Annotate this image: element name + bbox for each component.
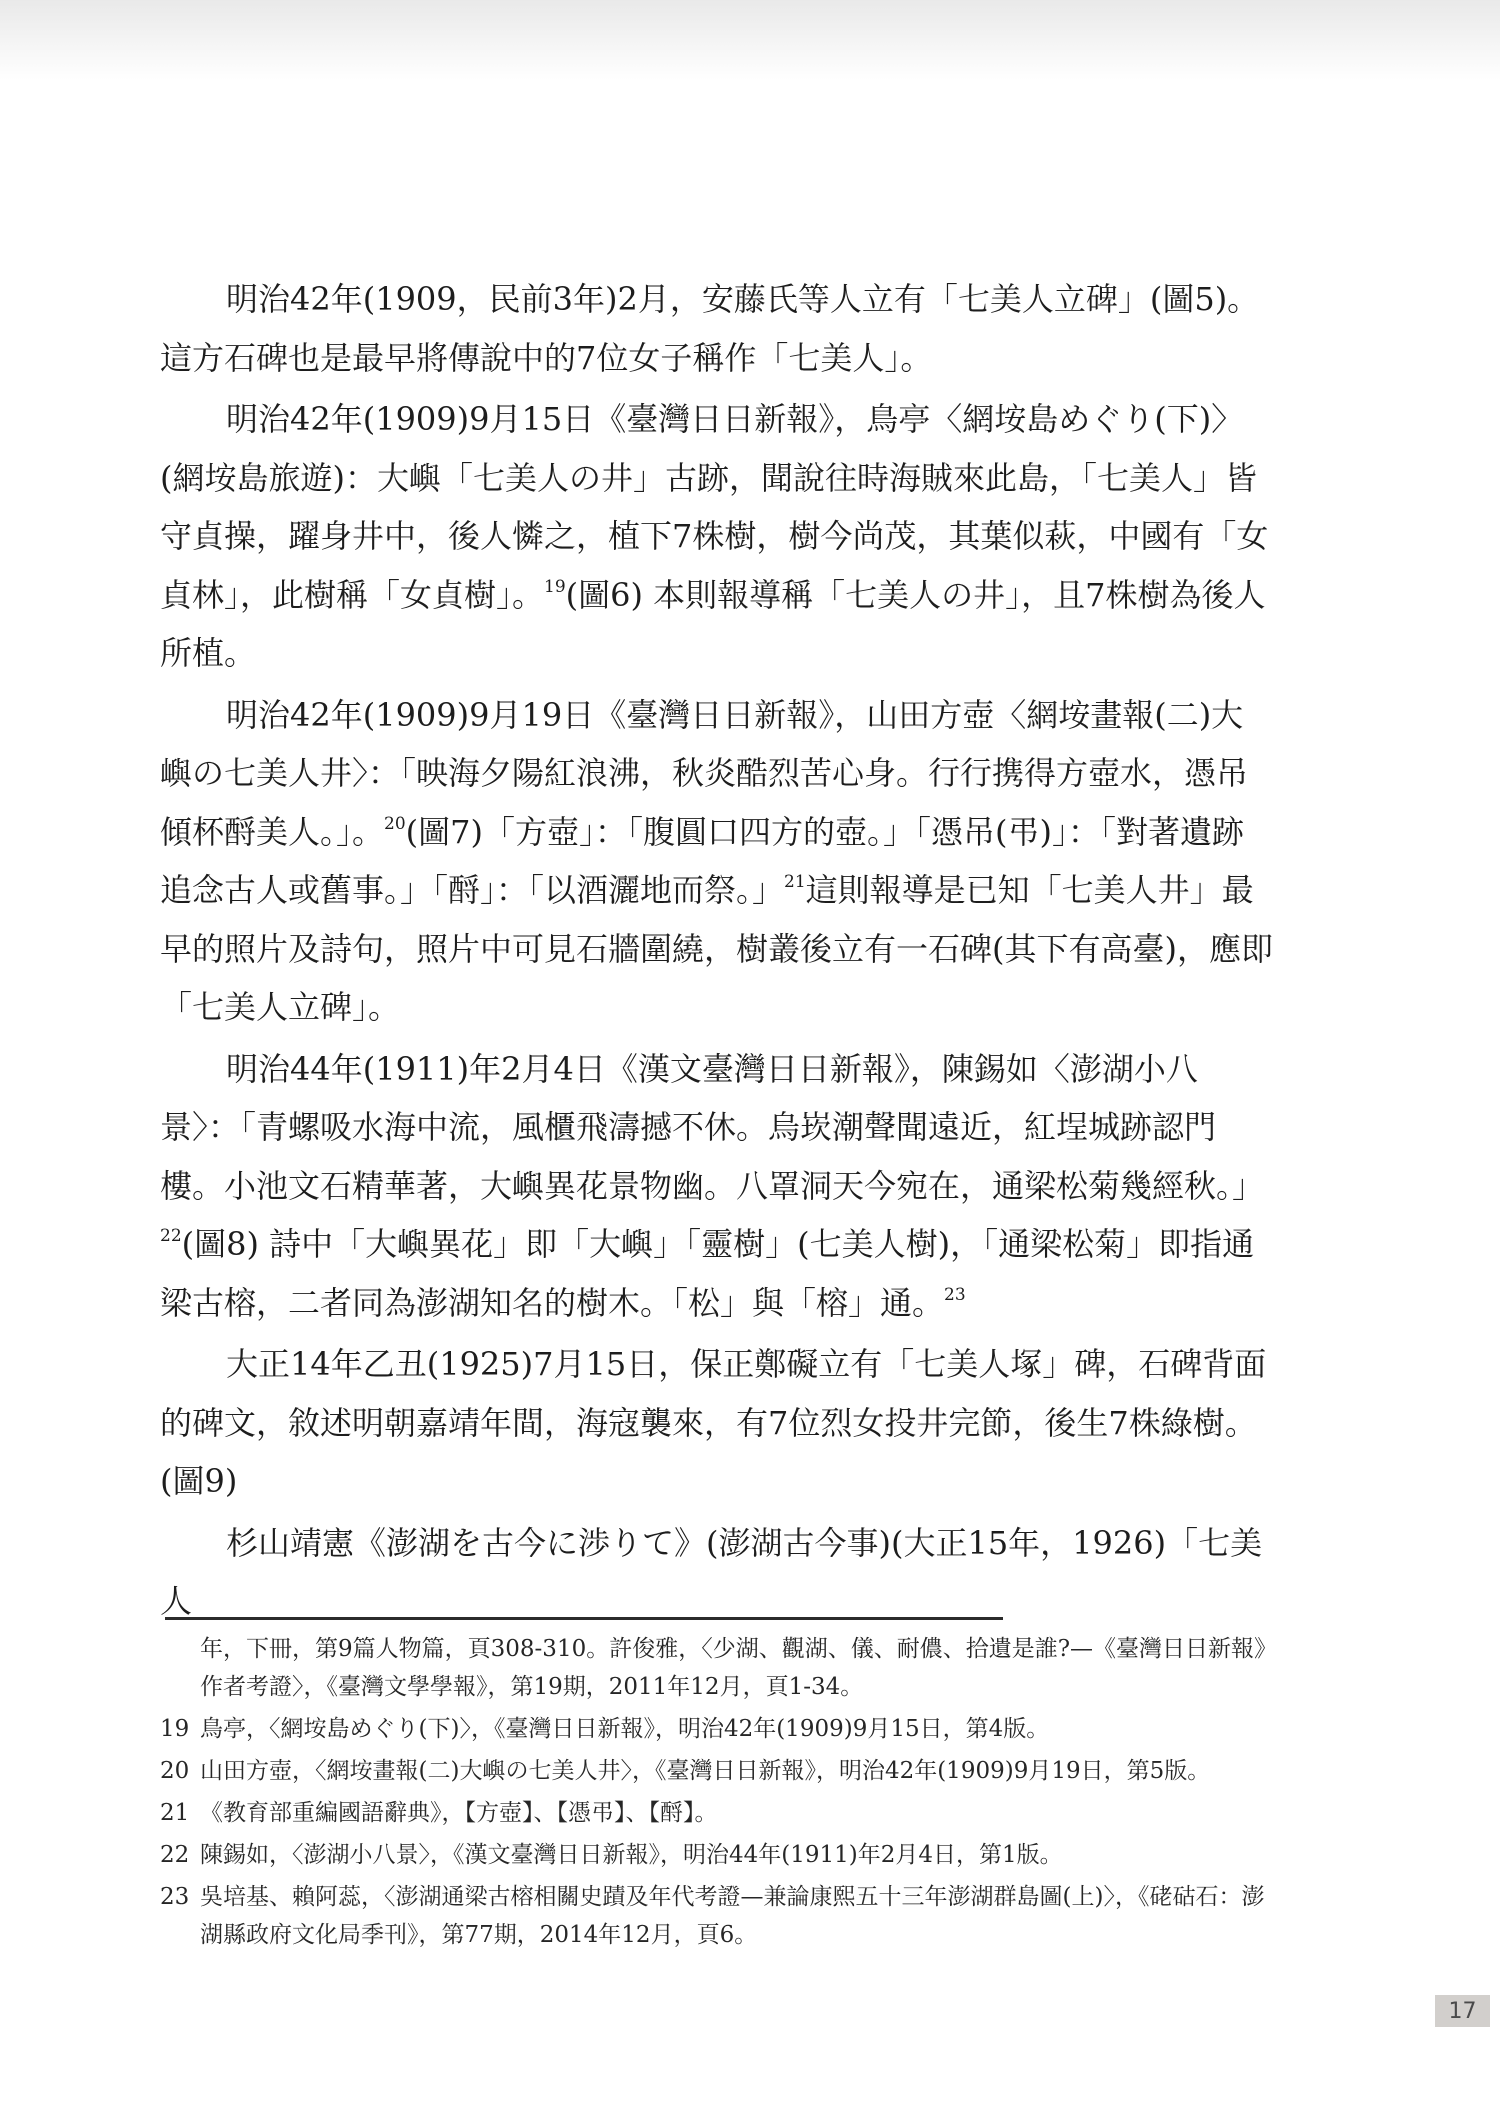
paragraph-3-text-end: 這則報導是已知「七美人井」最早的照片及詩句，照片中可見石牆圍繞，樹叢後立有一石碑(其下有高臺)，應即「七美人立碑」。 bbox=[160, 871, 1273, 1026]
footnote-text: 鳥亭，〈網垵島めぐり(下)〉，《臺灣日日新報》，明治42年(1909)9月15日，第4版。 bbox=[200, 1716, 1050, 1742]
paragraph-3 bbox=[160, 686, 1275, 1037]
scan-top-band bbox=[0, 0, 1500, 80]
paragraph-1-text: 明治42年(1909，民前3年)2月，安藤氏等人立有「七美人立碑」(圖5)。這方石碑也是最早將傳說中的7位女子稱作「七美人」。 bbox=[160, 280, 1260, 377]
footnote-22 bbox=[160, 1836, 1275, 1874]
page-number: 17 bbox=[1435, 1995, 1490, 2027]
footnote-text: 吳培基、賴阿蕊，〈澎湖通梁古榕相關史蹟及年代考證—兼論康熙五十三年澎湖群島圖(上)〉，《硓𥑮石：澎湖縣政府文化局季刊》，第77期，2014年12月，頁6。 bbox=[200, 1884, 1265, 1948]
footnote-text: 山田方壺，〈網垵畫報(二)大嶼の七美人井〉，《臺灣日日新報》，明治42年(1909)9月19日，第5版。 bbox=[200, 1758, 1211, 1784]
footnote-ref-23[interactable]: 23 bbox=[944, 1284, 966, 1305]
footnote-20 bbox=[160, 1752, 1275, 1790]
footnote-number: 22 bbox=[160, 1842, 190, 1868]
footnote-continuation bbox=[160, 1630, 1275, 1706]
footnote-text: 《教育部重編國語辭典》，【方壺】、【憑弔】、【酹】。 bbox=[200, 1800, 718, 1826]
footnote-number: 20 bbox=[160, 1758, 190, 1784]
paragraph-2-text-cont: (圖6) 本則報導稱「七美人の井」，且7株樹為後人所植。 bbox=[160, 575, 1266, 672]
paragraph-5 bbox=[160, 1335, 1275, 1511]
paragraph-5-text: 大正14年乙丑(1925)7月15日，保正鄭礙立有「七美人塚」碑，石碑背面的碑文，敘述明朝嘉靖年間，海寇襲來，有7位烈女投井完節，後生7株綠樹。(圖9) bbox=[160, 1345, 1267, 1500]
paragraph-4-text-cont: (圖8) 詩中「大嶼異花」即「大嶼」「靈樹」(七美人樹)，「通梁松菊」即指通梁古榕，二者同為澎湖知名的樹木。「松」與「榕」通。 bbox=[160, 1225, 1255, 1322]
paragraph-3-text: 明治42年(1909)9月19日《臺灣日日新報》，山田方壺〈網垵畫報(二)大嶼の七美人井〉：「映海夕陽紅浪沸，秋炎酷烈苦心身。行行携得方壺水，憑吊傾杯酹美人。」。 bbox=[160, 695, 1249, 851]
footnotes bbox=[160, 1630, 1275, 1958]
footnote-number: 19 bbox=[160, 1716, 190, 1742]
main-text bbox=[160, 270, 1275, 1634]
footnote-number: 21 bbox=[160, 1800, 190, 1826]
paragraph-2 bbox=[160, 390, 1275, 683]
footnote-separator bbox=[165, 1617, 1003, 1620]
paragraph-3-text-cont: (圖7)「方壺」：「腹圓口四方的壺。」「憑吊(弔)」：「對著遺跡追念古人或舊事。」「酹」：「以酒灑地而祭。」 bbox=[160, 812, 1244, 909]
paragraph-2-text: 明治42年(1909)9月15日《臺灣日日新報》，鳥亭〈網垵島めぐり(下)〉(網垵島旅遊)：大嶼「七美人の井」古跡，聞說往時海賊來此島，「七美人」皆守貞操，躍身井中，後人憐之，植下7株樹，樹今尚茂，其葉似萩，中國有「女貞林」，此樹稱「女貞樹」。 bbox=[160, 400, 1269, 614]
footnote-text: 陳錫如，〈澎湖小八景〉，《漢文臺灣日日新報》，明治44年(1911)年2月4日，第1版。 bbox=[200, 1842, 1063, 1868]
paragraph-1 bbox=[160, 270, 1275, 387]
footnote-21 bbox=[160, 1794, 1275, 1832]
footnote-19 bbox=[160, 1710, 1275, 1748]
footnote-number: 23 bbox=[160, 1884, 190, 1910]
footnote-ref-19[interactable]: 19 bbox=[544, 576, 566, 597]
footnote-23 bbox=[160, 1878, 1275, 1954]
paragraph-6 bbox=[160, 1514, 1275, 1631]
footnote-ref-21[interactable]: 21 bbox=[784, 872, 806, 892]
paragraph-4-text: 明治44年(1911)年2月4日《漢文臺灣日日新報》，陳錫如〈澎湖小八景〉：「青螺吸水海中流，風櫃飛濤撼不休。烏崁潮聲聞遠近，紅埕城跡認門樓。小池文石精華著，大嶼異花景物幽。八罩洞天今宛在，通梁松菊幾經秋。」 bbox=[160, 1049, 1265, 1205]
paragraph-6-text: 杉山靖憲《澎湖を古今に渉りて》(澎湖古今事)(大正15年，1926)「七美人 bbox=[160, 1523, 1263, 1620]
footnote-ref-22[interactable]: 22 bbox=[160, 1226, 182, 1246]
footnote-ref-20[interactable]: 20 bbox=[384, 813, 406, 834]
paragraph-4 bbox=[160, 1040, 1275, 1333]
footnote-continuation-text: 年，下冊，第9篇人物篇，頁308-310。許俊雅，〈少湖、觀湖、儀、耐儂、拾遺是誰?—《臺灣日日新報》作者考證〉，《臺灣文學學報》，第19期，2011年12月，頁1-34。 bbox=[200, 1636, 1266, 1700]
